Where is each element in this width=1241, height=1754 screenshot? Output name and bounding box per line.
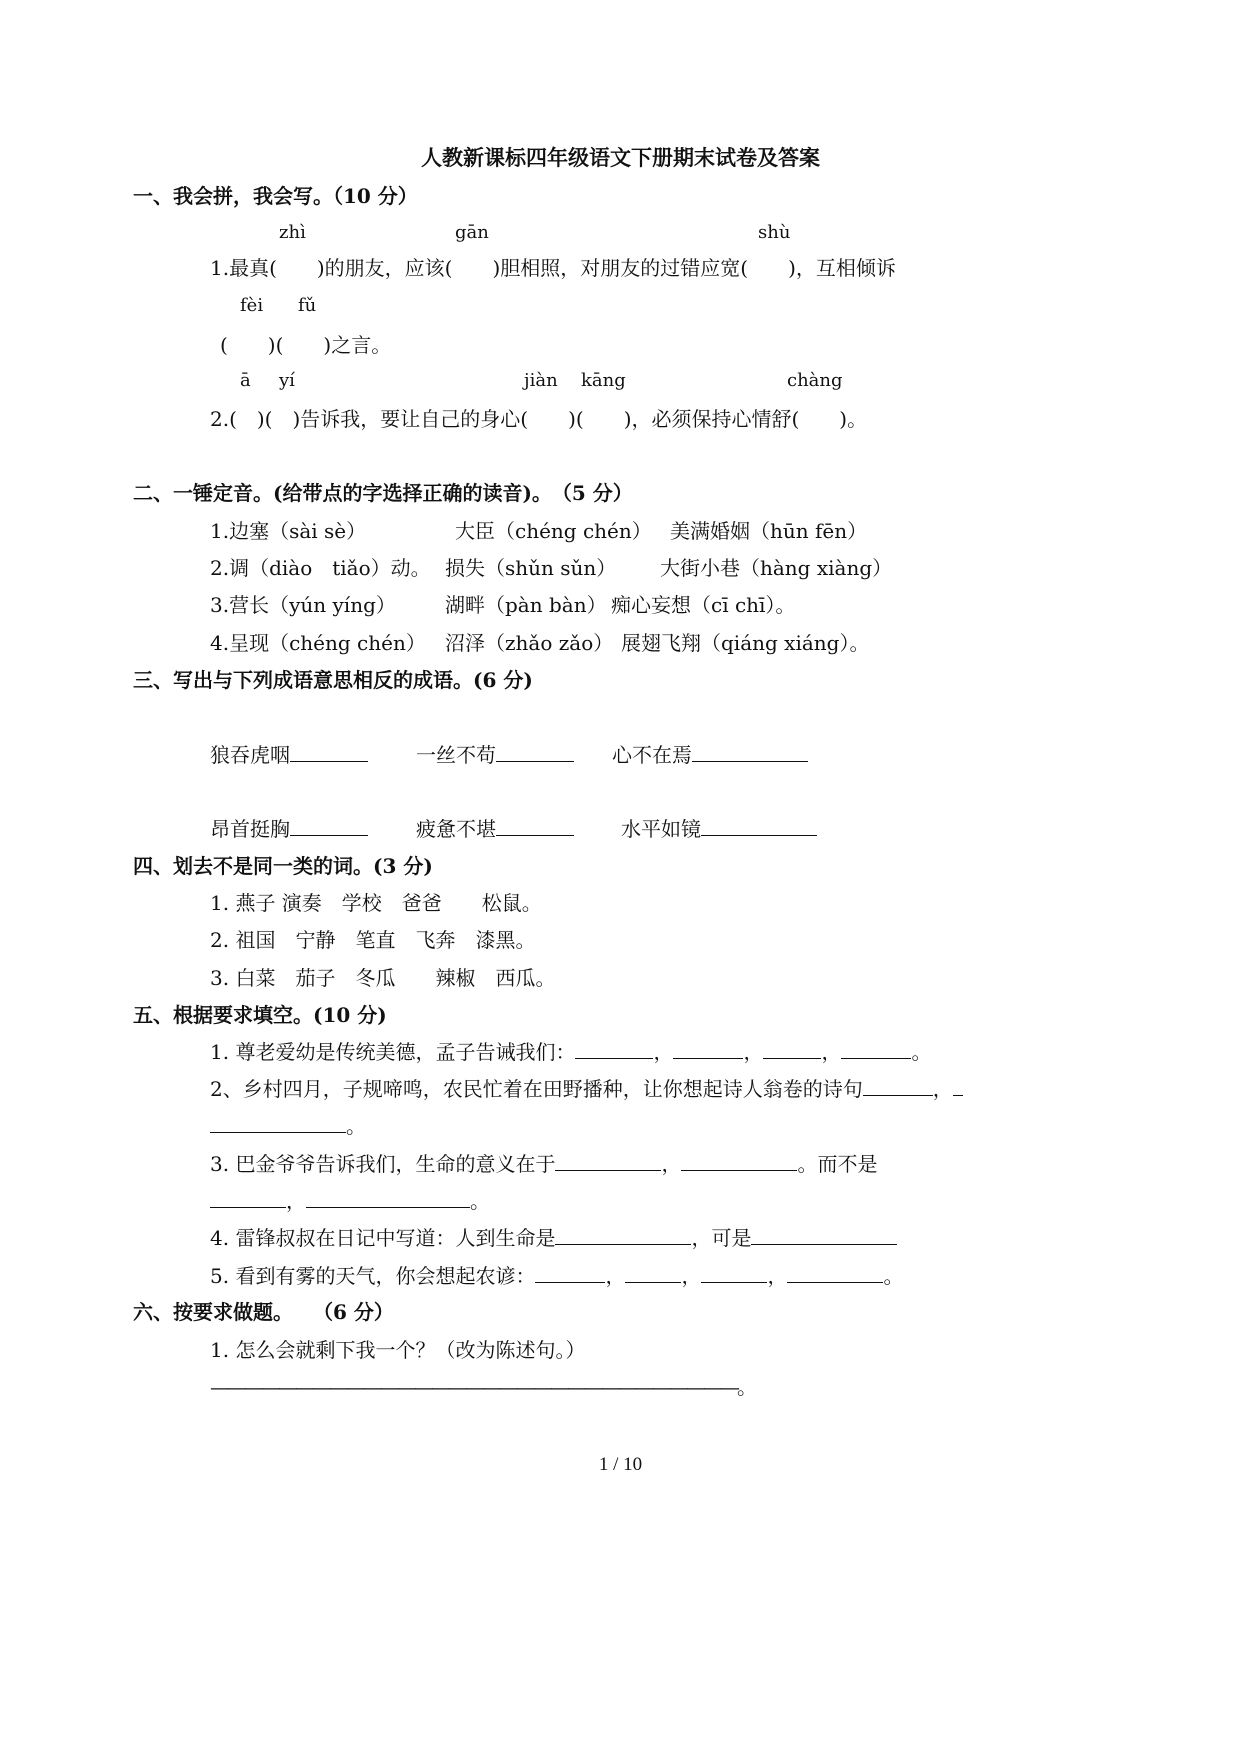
reading-item: 湖畔（pàn bàn） xyxy=(445,593,607,617)
idiom-word: 昂首挺胸 xyxy=(210,817,290,841)
idiom-word: 疲惫不堪 xyxy=(416,817,496,841)
answer-blank[interactable] xyxy=(496,815,574,836)
word-group: 3. 白菜 茄子 冬瓜 辣椒 西瓜。 xyxy=(210,966,556,990)
answer-blank[interactable] xyxy=(681,1150,797,1171)
answer-blank[interactable] xyxy=(575,1038,653,1059)
pinyin: chàng xyxy=(787,370,843,391)
section-3-heading: 三、写出与下列成语意思相反的成语。(6 分) xyxy=(133,668,533,692)
fill-question xyxy=(210,1037,931,1067)
fill-question-cont xyxy=(210,1186,490,1216)
idiom-item xyxy=(416,814,574,844)
separator: ， xyxy=(821,1040,842,1064)
idiom-item xyxy=(612,740,808,770)
answer-blank[interactable] xyxy=(210,1112,346,1133)
idiom-word: 一丝不苟 xyxy=(416,743,496,767)
answer-blank[interactable] xyxy=(625,1262,681,1283)
separator: 。 xyxy=(883,1264,904,1288)
page-title: 人教新课标四年级语文下册期末试卷及答案 xyxy=(421,145,820,170)
separator: ， xyxy=(661,1152,682,1176)
answer-blank[interactable] xyxy=(535,1262,605,1283)
reading-item: 大臣（chéng chén） xyxy=(455,519,652,543)
question-line: 1. 怎么会就剩下我一个？（改为陈述句。） xyxy=(210,1338,586,1362)
idiom-item xyxy=(210,740,368,770)
separator: ， xyxy=(653,1040,674,1064)
reading-item: 沼泽（zhǎo zǎo） xyxy=(445,631,614,655)
pinyin: ā xyxy=(240,370,251,391)
reading-item: 大街小巷（hàng xiàng） xyxy=(660,556,893,580)
separator: ， xyxy=(743,1040,764,1064)
answer-blank[interactable] xyxy=(787,1262,883,1283)
answer-blank[interactable] xyxy=(692,741,808,762)
separator: ， xyxy=(932,1077,953,1101)
answer-blank[interactable] xyxy=(210,1187,286,1208)
idiom-word: 水平如镜 xyxy=(621,817,701,841)
question-line: 1.最真( )的朋友，应该( )胆相照，对朋友的过错应宽( )，互相倾诉 xyxy=(210,256,896,280)
answer-line[interactable]: ———————————————————————————————。 xyxy=(210,1375,754,1399)
answer-blank[interactable] xyxy=(863,1075,933,1096)
answer-blank[interactable] xyxy=(496,741,574,762)
idiom-item xyxy=(210,814,368,844)
answer-blank[interactable] xyxy=(306,1187,470,1208)
idiom-word: 狼吞虎咽 xyxy=(210,743,290,767)
reading-item: 3.营长（yún yíng） xyxy=(210,593,396,617)
answer-blank[interactable] xyxy=(701,815,817,836)
pinyin: jiàn xyxy=(524,370,558,391)
answer-blank[interactable] xyxy=(763,1038,821,1059)
word-group: 2. 祖国 宁静 笔直 飞奔 漆黑。 xyxy=(210,928,536,952)
fill-question-cont xyxy=(210,1111,366,1141)
idiom-item xyxy=(621,814,817,844)
question-text: 1. 尊老爱幼是传统美德，孟子告诫我们： xyxy=(210,1040,576,1064)
separator: 。 xyxy=(346,1114,366,1138)
separator: ， xyxy=(286,1189,306,1213)
reading-item: 1.边塞（sài sè） xyxy=(210,519,367,543)
answer-blank[interactable] xyxy=(673,1038,743,1059)
question-text: 5. 看到有雾的天气，你会想起农谚： xyxy=(210,1264,536,1288)
reading-item: 2.调（diào tiǎo）动。 xyxy=(210,556,431,580)
reading-item: 损失（shǔn sǔn） xyxy=(445,556,617,580)
fill-question xyxy=(210,1261,903,1291)
answer-blank[interactable] xyxy=(841,1038,911,1059)
question-line: ( )( )之言。 xyxy=(220,333,392,357)
question-text: 4. 雷锋叔叔在日记中写道：人到生命是 xyxy=(210,1226,556,1250)
question-text: 。而不是 xyxy=(797,1152,878,1176)
separator: ， xyxy=(605,1264,626,1288)
idiom-word: 心不在焉 xyxy=(612,743,692,767)
reading-item: 4.呈现（chéng chén） xyxy=(210,631,426,655)
answer-blank[interactable] xyxy=(701,1262,767,1283)
question-text: ，可是 xyxy=(691,1226,752,1250)
pinyin: fèi xyxy=(240,295,264,316)
reading-item: 美满婚姻（hūn fēn） xyxy=(670,519,868,543)
fill-question xyxy=(210,1149,877,1179)
page-number: 1 / 10 xyxy=(598,1454,643,1475)
question-text: 3. 巴金爷爷告诉我们，生命的意义在于 xyxy=(210,1152,556,1176)
section-1-heading: 一、我会拼，我会写。（10 分） xyxy=(133,184,418,208)
fill-question xyxy=(210,1223,897,1253)
question-text: 2、乡村四月，子规啼鸣，农民忙着在田野播种，让你想起诗人翁卷的诗句 xyxy=(210,1077,863,1101)
answer-blank[interactable] xyxy=(555,1224,691,1245)
pinyin: zhì xyxy=(279,222,306,243)
answer-blank[interactable] xyxy=(555,1150,661,1171)
idiom-item xyxy=(416,740,574,770)
section-5-heading: 五、根据要求填空。(10 分) xyxy=(133,1003,387,1027)
word-group: 1. 燕子 演奏 学校 爸爸 松鼠。 xyxy=(210,891,542,915)
reading-item: 痴心妄想（cī chī）。 xyxy=(611,593,796,617)
answer-blank[interactable] xyxy=(290,815,368,836)
pinyin: kāng xyxy=(581,370,626,391)
fill-question xyxy=(210,1074,963,1104)
pinyin: yí xyxy=(279,370,295,391)
pinyin: gān xyxy=(455,222,489,243)
section-2-heading: 二、一锤定音。(给带点的字选择正确的读音)。 （5 分） xyxy=(133,481,633,505)
pinyin: fǔ xyxy=(298,295,317,316)
question-line: 2.( )( )告诉我，要让自己的身心( )( )，必须保持心情舒( )。 xyxy=(210,407,868,431)
separator: ， xyxy=(681,1264,702,1288)
separator: 。 xyxy=(911,1040,932,1064)
pinyin: shù xyxy=(758,222,791,243)
answer-blank[interactable] xyxy=(953,1075,963,1096)
reading-item: 展翅飞翔（qiáng xiáng）。 xyxy=(621,631,870,655)
answer-blank[interactable] xyxy=(751,1224,897,1245)
separator: ， xyxy=(767,1264,788,1288)
answer-blank[interactable] xyxy=(290,741,368,762)
section-4-heading: 四、划去不是同一类的词。(3 分) xyxy=(133,854,433,878)
separator: 。 xyxy=(470,1189,490,1213)
section-6-heading: 六、按要求做题。 （6 分） xyxy=(133,1300,394,1324)
